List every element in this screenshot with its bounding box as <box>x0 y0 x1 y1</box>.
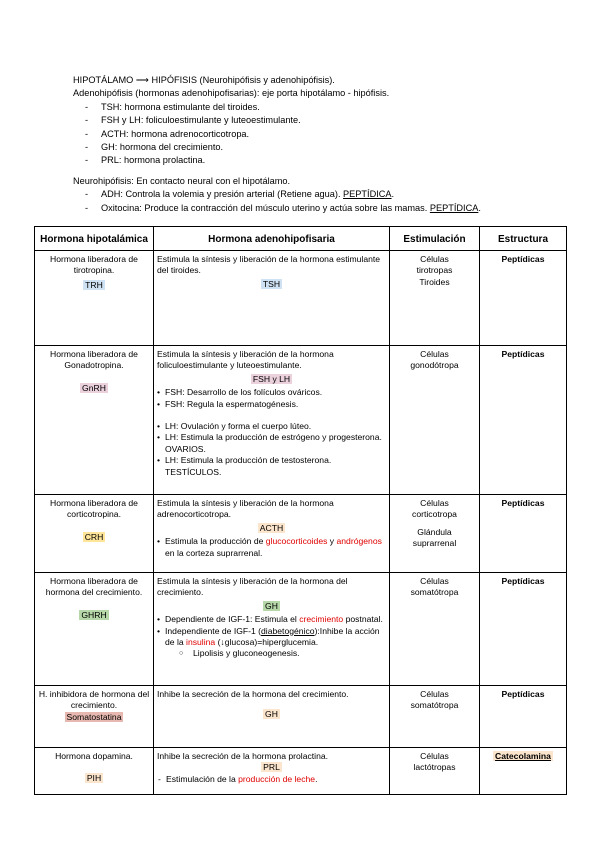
cell-estructura: Peptídicas <box>480 346 567 495</box>
table-row <box>35 748 567 795</box>
hormone-tag: GH <box>265 600 278 611</box>
cell-estimulacion: Células corticotropa Glándula suprarrenal <box>390 495 480 573</box>
list-item: • FSH: Desarrollo de los folículos ováricos. <box>157 387 386 398</box>
hormone-abbr: TRH <box>85 279 103 290</box>
cell-estructura: Peptídicas <box>480 495 567 573</box>
list-item: • FSH: Regula la espermatogénesis. <box>157 399 386 410</box>
arrow-icon: ⟶ <box>135 75 149 85</box>
cell-estimulacion: Células tirotropas Tiroides <box>390 251 480 346</box>
hormone-tag: TSH <box>262 278 281 289</box>
list-item: - Oxitocina: Produce la contracción del músculo uterino y actúa sobre las mamas. PEPTÍDICA. <box>73 202 573 215</box>
list-item: - Estimulación de la producción de leche. <box>157 774 386 785</box>
peptidica-tag: PEPTÍDICA <box>429 202 479 213</box>
table-header-row <box>35 227 567 251</box>
cell-estimulacion: Células lactótropas <box>390 748 480 795</box>
cell-estructura: Peptídicas <box>480 686 567 748</box>
table-row <box>35 346 567 495</box>
table-row <box>35 686 567 748</box>
cell-estimulacion: Células somatótropa <box>390 573 480 686</box>
list-item: - GH: hormona del crecimiento. <box>73 141 573 154</box>
table-row <box>35 251 567 346</box>
hormone-tag: ACTH <box>259 522 284 533</box>
list-item: • LH: Estimula la producción de testosterona. TESTÍCULOS. <box>157 455 386 478</box>
list-item: • LH: Ovulación y forma el cuerpo lúteo. <box>157 421 386 432</box>
cell-hipotalamica: Hormona liberadora de hormona del crecimiento. GHRH <box>35 573 154 686</box>
cell-adenohipofisaria: Estimula la síntesis y liberación de la hormona adrenocorticotropa. ACTH • Estimula la producción de glucocorticoides y andrógenos en la corteza suprarrenal. <box>154 495 390 573</box>
header-estimulacion: Estimulación <box>390 227 480 251</box>
intro-title: HIPOTÁLAMO ⟶ HIPÓFISIS (Neurohipófisis y adenohipófisis). <box>73 75 335 85</box>
header-hormona-adenohipofisaria: Hormona adenohipofisaria <box>154 227 390 251</box>
list-item: - TSH: hormona estimulante del tiroides. <box>73 101 573 114</box>
cell-estimulacion: Células gonodótropa <box>390 346 480 495</box>
list-item: • Dependiente de IGF-1: Estimula el crecimiento postnatal. <box>157 614 386 625</box>
table-row <box>35 495 567 573</box>
intro-section <box>73 74 573 215</box>
adeno-heading: Adenohipófisis (hormonas adenohipofisarias): eje porta hipotálamo - hipófisis. <box>73 88 390 99</box>
cell-hipotalamica: Hormona liberadora de Gonadotropina. GnRH <box>35 346 154 495</box>
header-hormona-hipotalamica: Hormona hipotalámica <box>35 227 154 251</box>
hormone-abbr: CRH <box>84 531 104 542</box>
cell-adenohipofisaria: Estimula la síntesis y liberación de la hormona estimulante del tiroides. TSH <box>154 251 390 346</box>
list-item: - ACTH: hormona adrenocorticotropa. <box>73 128 573 141</box>
table-row <box>35 573 567 686</box>
list-item: - ADH: Controla la volemia y presión arterial (Retiene agua). PEPTÍDICA. <box>73 188 573 201</box>
hormone-abbr: GHRH <box>81 609 107 620</box>
cell-adenohipofisaria: Inhibe la secreción de la hormona del crecimiento. GH <box>154 686 390 748</box>
cell-estructura: Catecolamina <box>480 748 567 795</box>
neuro-list <box>73 188 573 215</box>
list-item: - PRL: hormona prolactina. <box>73 154 573 167</box>
hormone-tag: GH <box>265 709 278 720</box>
cell-estructura: Peptídicas <box>480 573 567 686</box>
cell-adenohipofisaria: Inhibe la secreción de la hormona prolactina. PRL - Estimulación de la producción de leche. <box>154 748 390 795</box>
cell-hipotalamica: Hormona liberadora de corticotropina. CRH <box>35 495 154 573</box>
list-item: ○ Lipolisis y gluconeogenesis. <box>157 648 386 659</box>
hormone-table <box>34 226 567 795</box>
cell-adenohipofisaria: Estimula la síntesis y liberación de la hormona foliculoestimulante y luteoestimulante. FSH y LH • FSH: Desarrollo de los folículos ováricos. • FSH: Regula la espermatogénesis. • LH: Ovulación y forma el cuerpo lúteo. • LH: Estimula la producción de estrógeno y progesterona. OVARIOS. • LH: Estimula la producción de testosterona. TESTÍCULOS. <box>154 346 390 495</box>
cell-estimulacion: Células somatótropa <box>390 686 480 748</box>
cell-hipotalamica: Hormona dopamina. PIH <box>35 748 154 795</box>
header-estructura: Estructura <box>480 227 567 251</box>
list-item: • Independiente de IGF-1 (diabetogénico):Inhibe la acción de la insulina (↓glucosa)=hiperglucemia. <box>157 626 386 649</box>
cell-estructura: Peptídicas <box>480 251 567 346</box>
hormone-tag: FSH y LH <box>252 373 291 384</box>
list-item: • Estimula la producción de glucocorticoides y andrógenos en la corteza suprarrenal. <box>157 536 386 559</box>
cell-hipotalamica: H. inhibidora de hormona del crecimiento. Somatostatina <box>35 686 154 748</box>
list-item: • LH: Estimula la producción de estrógeno y progesterona. OVARIOS. <box>157 432 386 455</box>
cell-adenohipofisaria: Estimula la síntesis y liberación de la hormona del crecimiento. GH • Dependiente de IGF-1: Estimula el crecimiento postnatal. • Independiente de IGF-1 (diabetogénico):Inhibe la acción de la insulina (↓glucosa)=hiperglucemia. ○ Lipolisis y gluconeogenesis. <box>154 573 390 686</box>
hormone-abbr: Somatostatina <box>66 711 122 722</box>
list-item: - FSH y LH: foliculoestimulante y luteoestimulante. <box>73 114 573 127</box>
hormone-abbr: PIH <box>86 773 102 784</box>
neuro-heading: Neurohipófisis: En contacto neural con el hipotálamo. <box>73 175 291 186</box>
peptidica-tag: PEPTÍDICA <box>343 189 392 200</box>
adeno-list <box>73 101 573 168</box>
cell-hipotalamica: Hormona liberadora de tirotropina. TRH <box>35 251 154 346</box>
hormone-tag: PRL <box>263 762 280 773</box>
hormone-abbr: GnRH <box>82 382 106 393</box>
